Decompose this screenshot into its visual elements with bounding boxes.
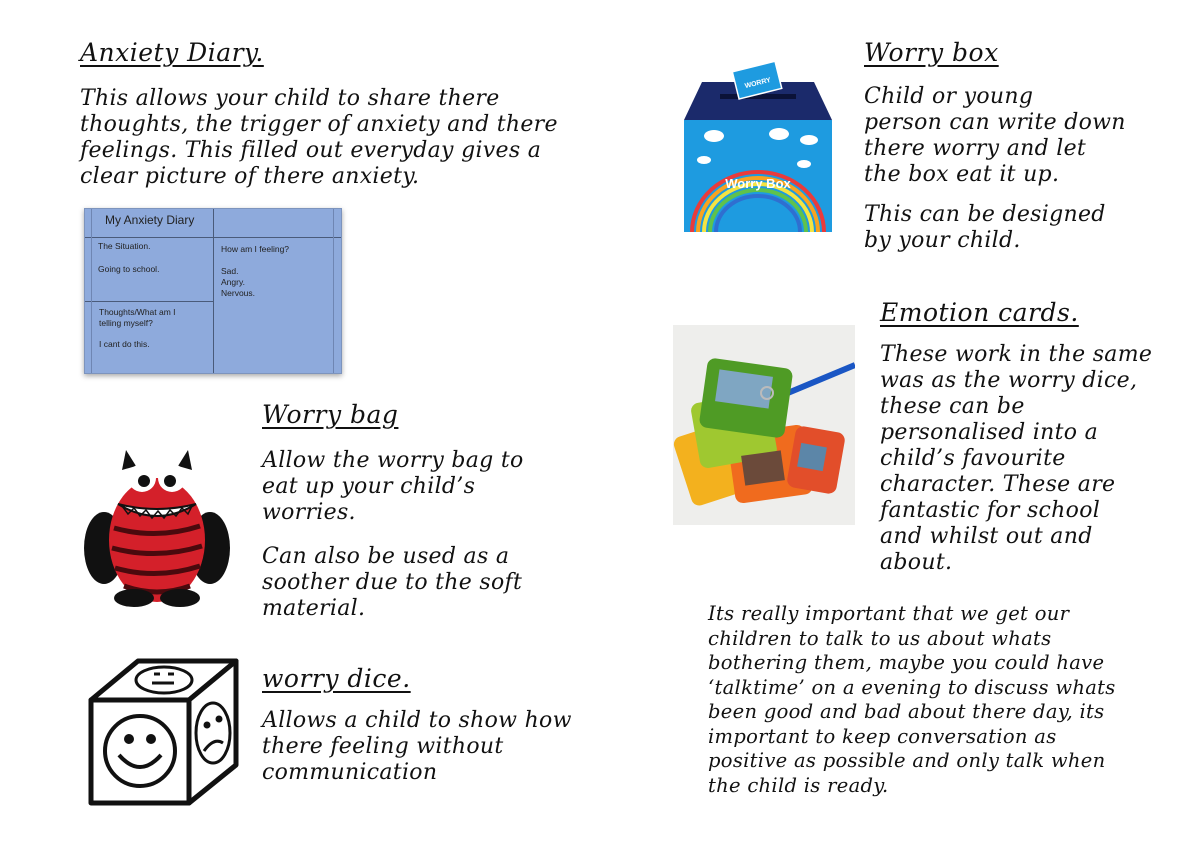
worry-box-text: Child or young person can write down there worry and let the box eat it up. [864, 84, 1126, 187]
emotion-cards-heading: Emotion cards. [880, 298, 1079, 327]
diary-thoughts-value: I cant do this. [99, 339, 150, 349]
worry-bag-text-2: Can also be used as a soother due to the soft material. [262, 544, 523, 621]
worry-dice-icon [86, 655, 242, 807]
emotion-cards-photo [673, 325, 855, 525]
emotion-cards-text: These work in the same was as the worry dice, these can be personalised into a child’s favourite character. These are fantastic for school and whilst out and about. [880, 342, 1153, 575]
diary-situation-label: The Situation. [98, 241, 151, 251]
diary-thoughts-label: Thoughts/What am I telling myself? [99, 307, 176, 328]
diary-feeling-label: How am I feeling? [221, 244, 290, 254]
worry-box-text-2: This can be designed by your child. [864, 202, 1106, 253]
anxiety-diary-heading: Anxiety Diary. [80, 38, 264, 67]
anxiety-diary-image [84, 208, 342, 374]
worry-box-image [684, 60, 832, 232]
worry-dice-text: Allows a child to show how there feeling without communication [262, 708, 572, 785]
diary-feeling-values: Sad. Angry. Nervous. [221, 266, 256, 298]
worry-bag-text: Allow the worry bag to eat up your child’s worries. [262, 448, 524, 525]
worry-box-image-label: Worry Box [725, 176, 791, 191]
worry-bag-heading: Worry bag [262, 400, 399, 429]
closing-paragraph: Its really important that we get our children to talk to us about whats bothering them, maybe you could have ‘talktime’ on a evening to discuss whats been good and bad about there day, its important to keep conversation as positive as possible and only talk when the child is ready. [708, 602, 1116, 797]
worry-box-heading: Worry box [864, 38, 999, 67]
worry-slip-label: WORRY [744, 76, 772, 91]
diary-situation-value: Going to school. [98, 264, 160, 274]
worry-dice-heading: worry dice. [262, 664, 411, 693]
anxiety-diary-text: This allows your child to share there thoughts, the trigger of anxiety and there feelings. This filled out everyday gives a clear picture of there anxiety. [80, 86, 558, 189]
diary-title: My Anxiety Diary [105, 213, 195, 227]
worry-monster-image [82, 448, 232, 608]
